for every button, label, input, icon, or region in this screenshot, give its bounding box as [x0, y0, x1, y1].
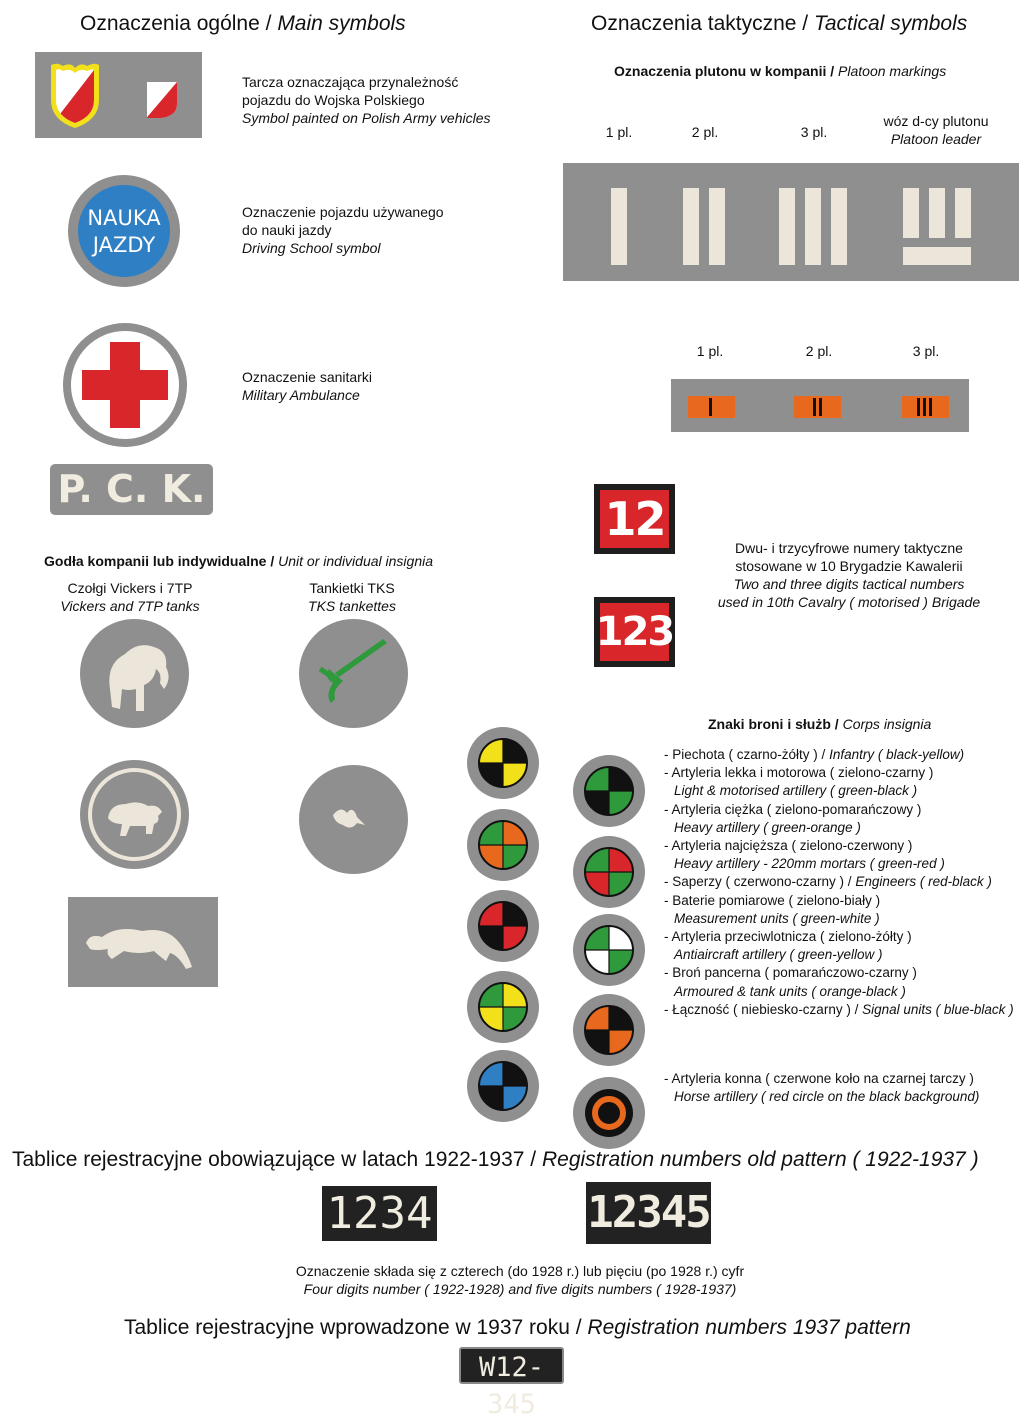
tactical-numbers-description: Dwu- i trzycyfrowe numery taktyczne stosowane w 10 Brygadzie Kawalerii Two and three digits tactical numbers used in 10th Cavalry ( motorised ) Brigade	[717, 540, 981, 610]
platoon-label-1: 1 pl.	[605, 124, 633, 140]
plate-1234: 1234	[322, 1186, 437, 1241]
legend-line-7: - Saperzy ( czerwono-czarny ) / Engineers ( red-black )	[664, 874, 992, 890]
unit-insignia-title: Godła kompanii lub indywidualne / Unit or individual insignia	[44, 553, 434, 569]
tactical-symbols-title: Oznaczenia taktyczne / Tactical symbols	[591, 12, 968, 35]
platoon-label-2: 2 pl.	[691, 124, 719, 140]
orange-label-2: 2 pl.	[805, 343, 833, 359]
corps-insignia-title: Znaki broni i służb / Corps insignia	[708, 716, 932, 732]
corps-legend	[664, 746, 1014, 1019]
legend-line-5: - Artyleria najcięższa ( zielono-czerwony )	[664, 838, 913, 854]
saber-icon	[299, 619, 408, 728]
polish-shield-icon	[35, 52, 202, 138]
platoon-leader-label: wóz d-cy plutonu Platoon leader	[883, 113, 989, 147]
main-symbols-title: Oznaczenia ogólne / Main symbols	[80, 12, 406, 35]
tactical-number-12: 12	[594, 484, 675, 554]
polish-army-shield-panel	[35, 52, 202, 138]
legend-line-0: - Piechota ( czarno-żółty ) / Infantry ( black-yellow)	[664, 747, 965, 762]
elephant-icon	[80, 619, 189, 728]
legend-line-14: - Łączność ( niebiesko-czarny ) / Signal units ( blue-black )	[664, 1001, 1014, 1017]
driving-school-description: Oznaczenie pojazdu używanego do nauki jazdy Driving School symbol	[242, 204, 444, 256]
legend-line-4: Heavy artillery ( green-orange )	[674, 819, 861, 835]
legend-line-6: Heavy artillery - 220mm mortars ( green-red )	[674, 856, 945, 872]
legend-line-12: - Broń pancerna ( pomarańczowo-czarny )	[664, 965, 917, 981]
horse-artillery-disc	[573, 1077, 645, 1149]
heaviest-artillery-disc	[573, 836, 645, 908]
legend-line-13: Armoured & tank units ( orange-black )	[674, 983, 906, 999]
driving-school-badge: NAUKA JAZDY	[68, 175, 180, 287]
horse-artillery-legend: - Artyleria konna ( czerwone koło na czarnej tarczy ) Horse artillery ( red circle on the black background)	[664, 1071, 980, 1105]
registration-note: Oznaczenie składa się z czterech (do 1928 r.) lub pięciu (po 1928 r.) cyfr Four digits number ( 1922-1928) and five digits numbers ( 1928-1937)	[295, 1263, 745, 1297]
heavy-artillery-disc	[467, 809, 539, 881]
tactical-number-123: 123	[594, 597, 675, 667]
legend-line-3: - Artyleria ciężka ( zielono-pomarańczowy )	[664, 801, 922, 817]
measurement-disc	[573, 914, 645, 986]
platoon-markings-title: Oznaczenia plutonu w kompanii / Platoon markings	[614, 63, 947, 79]
plate-12345: 12345	[586, 1182, 711, 1244]
bison-icon	[80, 760, 189, 869]
light-artillery-disc	[573, 755, 645, 827]
armoured-disc	[573, 994, 645, 1066]
panther-insignia	[68, 897, 218, 987]
ambulance-badge	[63, 323, 187, 447]
elephant-insignia	[80, 619, 189, 728]
platoon-1-bar	[611, 188, 627, 265]
orange-label-1: 1 pl.	[696, 343, 724, 359]
shield-description: Tarcza oznaczająca przynależność pojazdu do Wojska Polskiego Symbol painted on Polish Army vehicles	[242, 74, 491, 126]
antiaircraft-disc	[467, 971, 539, 1043]
tks-label: Tankietki TKS TKS tankettes	[308, 580, 396, 614]
signal-disc	[467, 1050, 539, 1122]
new-registration-title: Tablice rejestracyjne wprowadzone w 1937 roku / Registration numbers 1937 pattern	[124, 1316, 911, 1339]
platoon-2-bars	[683, 188, 699, 265]
corps-insignia-discs	[460, 722, 660, 1152]
legend-line-1: - Artyleria lekka i motorowa ( zielono-czarny )	[664, 765, 934, 781]
orange-platoon-panel	[671, 379, 969, 432]
saber-insignia	[299, 619, 408, 728]
old-registration-title: Tablice rejestracyjne obowiązujące w latach 1922-1937 / Registration numbers old pattern ( 1922-1937 )	[12, 1148, 979, 1171]
legend-line-10: - Artyleria przeciwlotnicza ( zielono-żółty )	[664, 929, 912, 945]
pck-plate: P. C. K.	[50, 464, 213, 515]
panther-icon	[68, 897, 218, 987]
bison-insignia	[80, 760, 189, 869]
legend-line-11: Antiaircraft artillery ( green-yellow )	[674, 947, 883, 963]
legend-line-2: Light & motorised artillery ( green-black )	[674, 783, 918, 799]
engineers-disc	[467, 890, 539, 962]
plate-w12-345: W12-345	[459, 1347, 564, 1384]
infantry-disc	[467, 727, 539, 799]
vickers-label: Czołgi Vickers i 7TP Vickers and 7TP tanks	[60, 580, 200, 614]
platoon-markings-panel	[563, 163, 1019, 281]
orange-label-3: 3 pl.	[912, 343, 940, 359]
platoon-3-bars	[779, 188, 795, 265]
bird-icon	[299, 765, 408, 874]
bird-insignia	[299, 765, 408, 874]
ambulance-description: Oznaczenie sanitarki Military Ambulance	[242, 369, 372, 403]
platoon-leader-marking	[903, 188, 919, 238]
legend-line-9: Measurement units ( green-white )	[674, 910, 880, 926]
orange-platoon-2	[794, 396, 841, 418]
legend-line-8: - Baterie pomiarowe ( zielono-biały )	[664, 892, 881, 908]
platoon-label-3: 3 pl.	[800, 124, 828, 140]
